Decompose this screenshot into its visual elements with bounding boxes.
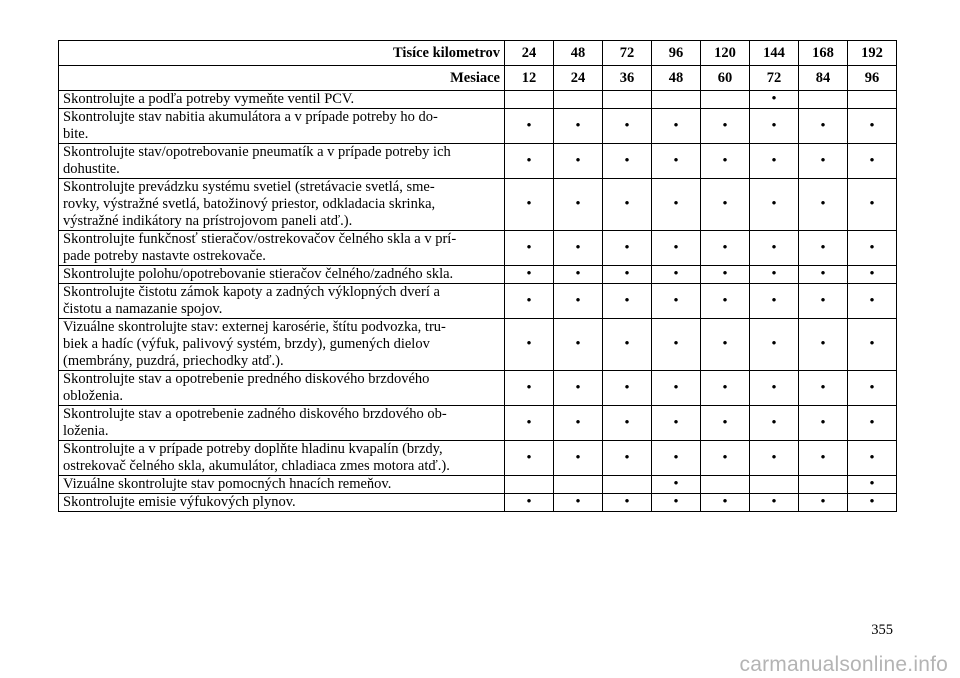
header-interval-value: 72 bbox=[750, 66, 799, 91]
header-label: Tisíce kilometrov bbox=[59, 41, 505, 66]
service-mark: • bbox=[554, 284, 603, 319]
service-mark: • bbox=[505, 371, 554, 406]
header-interval-value: 168 bbox=[799, 41, 848, 66]
service-mark: • bbox=[652, 319, 701, 371]
header-interval-value: 192 bbox=[848, 41, 897, 66]
maintenance-schedule-table bbox=[58, 40, 897, 512]
service-mark: • bbox=[848, 476, 897, 494]
service-mark: • bbox=[848, 109, 897, 144]
table-row bbox=[59, 494, 897, 512]
table-header bbox=[59, 41, 897, 91]
service-mark: • bbox=[799, 144, 848, 179]
service-mark: • bbox=[701, 266, 750, 284]
table-row bbox=[59, 406, 897, 441]
task-description: Skontrolujte stav a opotrebenie zadného diskového brzdového ob- loženia. bbox=[59, 406, 505, 441]
service-mark: • bbox=[701, 371, 750, 406]
service-mark: • bbox=[505, 406, 554, 441]
service-mark: • bbox=[701, 144, 750, 179]
service-mark: • bbox=[652, 371, 701, 406]
table-row bbox=[59, 91, 897, 109]
service-mark: • bbox=[750, 441, 799, 476]
service-mark: • bbox=[799, 179, 848, 231]
service-mark bbox=[750, 476, 799, 494]
service-mark: • bbox=[652, 406, 701, 441]
task-description: Skontrolujte a podľa potreby vymeňte ventil PCV. bbox=[59, 91, 505, 109]
service-mark: • bbox=[554, 144, 603, 179]
task-description: Skontrolujte polohu/opotrebovanie stieračov čelného/zadného skla. bbox=[59, 266, 505, 284]
service-mark: • bbox=[554, 266, 603, 284]
service-mark: • bbox=[554, 406, 603, 441]
service-mark: • bbox=[750, 406, 799, 441]
task-description: Skontrolujte čistotu zámok kapoty a zadných výklopných dverí a čistotu a namazanie spojov. bbox=[59, 284, 505, 319]
service-mark: • bbox=[799, 266, 848, 284]
service-mark: • bbox=[652, 231, 701, 266]
service-mark: • bbox=[505, 494, 554, 512]
task-description: Skontrolujte emisie výfukových plynov. bbox=[59, 494, 505, 512]
service-mark: • bbox=[652, 144, 701, 179]
service-mark: • bbox=[799, 231, 848, 266]
table-row bbox=[59, 266, 897, 284]
table-row bbox=[59, 441, 897, 476]
service-mark: • bbox=[652, 266, 701, 284]
service-mark: • bbox=[701, 494, 750, 512]
table-row bbox=[59, 284, 897, 319]
watermark: carmanualsonline.info bbox=[739, 653, 948, 676]
service-mark: • bbox=[603, 109, 652, 144]
service-mark: • bbox=[799, 284, 848, 319]
task-description: Skontrolujte stav a opotrebenie predného diskového brzdového obloženia. bbox=[59, 371, 505, 406]
page-number: 355 bbox=[871, 622, 893, 638]
service-mark: • bbox=[799, 371, 848, 406]
task-description: Skontrolujte prevádzku systému svetiel (stretávacie svetlá, sme- rovky, výstražné svetlá, batožinový priestor, odkladacia skrinka, výstražné indikátory na prístrojovom paneli atď.). bbox=[59, 179, 505, 231]
task-description: Vizuálne skontrolujte stav: externej karosérie, štítu podvozka, tru- biek a hadíc (výfuk, palivový systém, brzdy), gumených dielov (membrány, puzdrá, priechodky atď.). bbox=[59, 319, 505, 371]
header-interval-value: 60 bbox=[701, 66, 750, 91]
service-mark: • bbox=[603, 144, 652, 179]
header-interval-value: 84 bbox=[799, 66, 848, 91]
header-row-kilometers bbox=[59, 41, 897, 66]
service-mark: • bbox=[799, 406, 848, 441]
service-mark: • bbox=[554, 179, 603, 231]
service-mark: • bbox=[603, 266, 652, 284]
service-mark: • bbox=[554, 371, 603, 406]
header-interval-value: 120 bbox=[701, 41, 750, 66]
service-mark bbox=[505, 91, 554, 109]
service-mark: • bbox=[848, 284, 897, 319]
header-interval-value: 96 bbox=[652, 41, 701, 66]
service-mark: • bbox=[603, 494, 652, 512]
service-mark bbox=[701, 91, 750, 109]
service-mark: • bbox=[652, 179, 701, 231]
header-interval-value: 36 bbox=[603, 66, 652, 91]
header-interval-value: 144 bbox=[750, 41, 799, 66]
service-mark: • bbox=[750, 179, 799, 231]
service-mark: • bbox=[848, 494, 897, 512]
service-mark: • bbox=[750, 284, 799, 319]
service-mark bbox=[799, 476, 848, 494]
service-mark: • bbox=[505, 441, 554, 476]
table-row bbox=[59, 371, 897, 406]
service-mark: • bbox=[701, 284, 750, 319]
header-row-months bbox=[59, 66, 897, 91]
service-mark: • bbox=[652, 494, 701, 512]
service-mark bbox=[505, 476, 554, 494]
service-mark bbox=[701, 476, 750, 494]
service-mark: • bbox=[799, 319, 848, 371]
service-mark: • bbox=[603, 441, 652, 476]
header-interval-value: 48 bbox=[554, 41, 603, 66]
table-row bbox=[59, 319, 897, 371]
service-mark: • bbox=[603, 231, 652, 266]
service-mark: • bbox=[701, 406, 750, 441]
table-row bbox=[59, 231, 897, 266]
service-mark bbox=[554, 476, 603, 494]
task-description: Skontrolujte funkčnosť stieračov/ostrekovačov čelného skla a v prí- pade potreby nastavte ostrekovače. bbox=[59, 231, 505, 266]
service-mark: • bbox=[750, 371, 799, 406]
task-description: Skontrolujte stav/opotrebovanie pneumatík a v prípade potreby ich dohustite. bbox=[59, 144, 505, 179]
service-mark: • bbox=[505, 319, 554, 371]
service-mark: • bbox=[701, 319, 750, 371]
header-interval-value: 24 bbox=[505, 41, 554, 66]
service-mark: • bbox=[603, 284, 652, 319]
service-mark: • bbox=[750, 266, 799, 284]
table-row bbox=[59, 476, 897, 494]
service-mark: • bbox=[750, 91, 799, 109]
service-mark: • bbox=[652, 284, 701, 319]
task-description: Skontrolujte stav nabitia akumulátora a v prípade potreby ho do- bite. bbox=[59, 109, 505, 144]
header-interval-value: 72 bbox=[603, 41, 652, 66]
header-interval-value: 48 bbox=[652, 66, 701, 91]
service-mark: • bbox=[603, 319, 652, 371]
service-mark bbox=[554, 91, 603, 109]
service-mark: • bbox=[505, 179, 554, 231]
table-row bbox=[59, 144, 897, 179]
service-mark bbox=[799, 91, 848, 109]
service-mark: • bbox=[848, 371, 897, 406]
service-mark: • bbox=[603, 371, 652, 406]
service-mark: • bbox=[554, 231, 603, 266]
service-mark: • bbox=[848, 406, 897, 441]
service-mark: • bbox=[848, 266, 897, 284]
header-interval-value: 96 bbox=[848, 66, 897, 91]
service-mark: • bbox=[750, 109, 799, 144]
table-row bbox=[59, 109, 897, 144]
service-mark: • bbox=[554, 319, 603, 371]
header-label: Mesiace bbox=[59, 66, 505, 91]
service-mark: • bbox=[750, 319, 799, 371]
service-mark: • bbox=[505, 144, 554, 179]
service-mark: • bbox=[603, 406, 652, 441]
service-mark bbox=[603, 91, 652, 109]
service-mark: • bbox=[848, 441, 897, 476]
service-mark: • bbox=[554, 494, 603, 512]
service-mark: • bbox=[652, 109, 701, 144]
service-mark: • bbox=[505, 231, 554, 266]
service-mark: • bbox=[554, 109, 603, 144]
service-mark: • bbox=[701, 179, 750, 231]
task-description: Skontrolujte a v prípade potreby doplňte hladinu kvapalín (brzdy, ostrekovač čelného skla, akumulátor, chladiaca zmes motora atď.). bbox=[59, 441, 505, 476]
service-mark: • bbox=[799, 494, 848, 512]
service-mark: • bbox=[799, 441, 848, 476]
service-mark: • bbox=[848, 179, 897, 231]
service-mark: • bbox=[848, 319, 897, 371]
service-mark: • bbox=[603, 179, 652, 231]
service-mark bbox=[848, 91, 897, 109]
service-mark: • bbox=[701, 441, 750, 476]
header-interval-value: 12 bbox=[505, 66, 554, 91]
service-mark: • bbox=[505, 109, 554, 144]
table-row bbox=[59, 179, 897, 231]
service-mark: • bbox=[848, 231, 897, 266]
service-mark bbox=[603, 476, 652, 494]
service-mark: • bbox=[701, 231, 750, 266]
header-interval-value: 24 bbox=[554, 66, 603, 91]
task-description: Vizuálne skontrolujte stav pomocných hnacích remeňov. bbox=[59, 476, 505, 494]
service-mark: • bbox=[750, 231, 799, 266]
service-mark: • bbox=[554, 441, 603, 476]
service-mark: • bbox=[750, 144, 799, 179]
service-mark bbox=[652, 91, 701, 109]
service-mark: • bbox=[848, 144, 897, 179]
service-mark: • bbox=[505, 284, 554, 319]
service-mark: • bbox=[505, 266, 554, 284]
service-mark: • bbox=[652, 476, 701, 494]
service-mark: • bbox=[799, 109, 848, 144]
service-mark: • bbox=[652, 441, 701, 476]
table-body bbox=[59, 91, 897, 512]
service-mark: • bbox=[750, 494, 799, 512]
service-mark: • bbox=[701, 109, 750, 144]
